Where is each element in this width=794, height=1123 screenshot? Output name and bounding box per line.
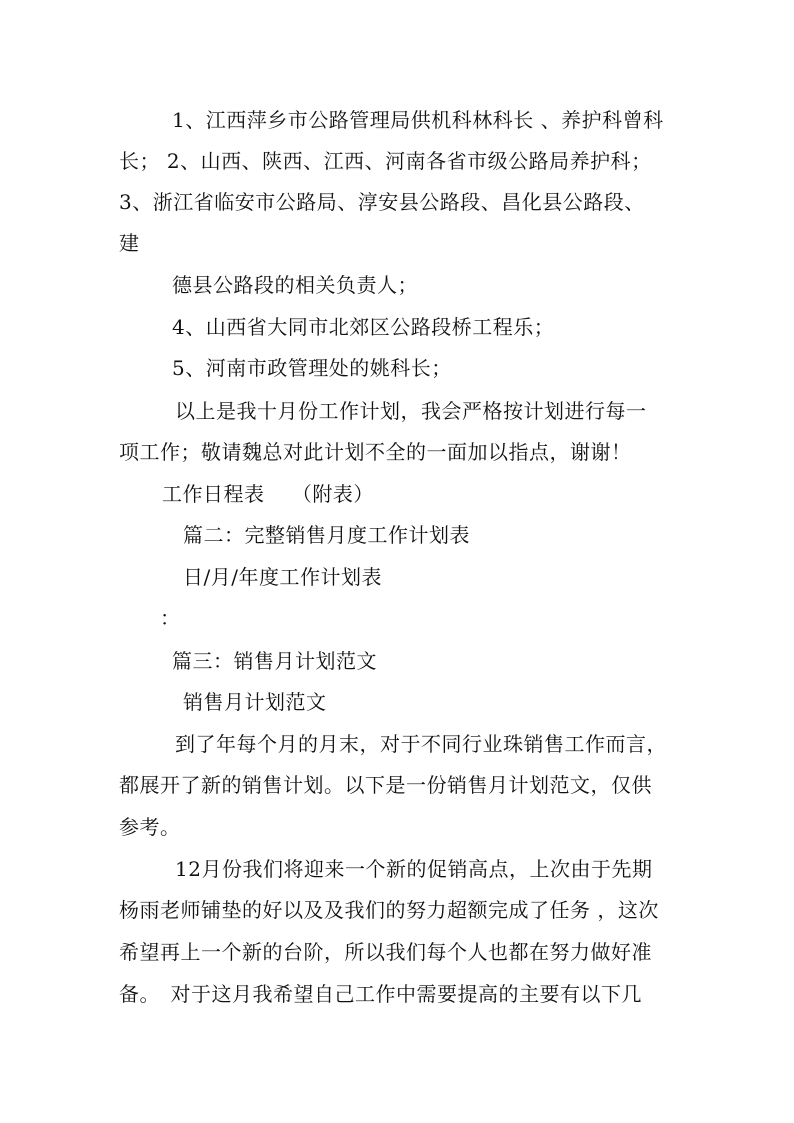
text-line: 3、浙江省临安市公路局、淳安县公路段、昌化县公路段、 bbox=[119, 190, 645, 214]
text-line: 项工作；敬请魏总对此计划不全的一面加以指点，谢谢！ bbox=[119, 440, 632, 464]
text-line: 12月份我们将迎来一个新的促销高点，上次由于先期 bbox=[175, 857, 653, 881]
text-line: 1、江西萍乡市公路管理局供机科林科长 、养护科曾科 bbox=[172, 108, 664, 132]
text-line: 德县公路段的相关负责人； bbox=[172, 273, 418, 297]
text-line: 篇二：完整销售月度工作计划表 bbox=[183, 523, 470, 547]
text-line: 以上是我十月份工作计划，我会严格按计划进行每一 bbox=[175, 399, 647, 423]
text-line: 参考。 bbox=[119, 815, 181, 839]
text-line: 长； 2、山西、陕西、江西、河南各省市级公路局养护科； bbox=[119, 149, 652, 173]
text-line: 5、河南市政管理处的姚科长； bbox=[172, 356, 452, 380]
text-line: 建 bbox=[119, 231, 140, 255]
text-line: 希望再上一个新的台阶，所以我们每个人也都在努力做好准 bbox=[119, 940, 652, 964]
text-line: 到了年每个月的月末，对于不同行业珠销售工作而言， bbox=[175, 732, 667, 756]
text-line: 篇三：销售月计划范文 bbox=[172, 649, 377, 673]
text-line: 都展开了新的销售计划。以下是一份销售月计划范文，仅供 bbox=[119, 773, 652, 797]
text-line: 销售月计划范文 bbox=[183, 690, 327, 714]
text-line: 工作日程表 （附表） bbox=[162, 482, 374, 506]
text-line: 4、山西省大同市北郊区公路段桥工程乐； bbox=[172, 315, 555, 339]
text-line: ： bbox=[160, 606, 181, 630]
text-line: 杨雨老师铺垫的好以及及我们的努力超额完成了任务 ，这次 bbox=[119, 898, 659, 922]
text-line: 备。 对于这月我希望自己工作中需要提高的主要有以下几 bbox=[119, 982, 642, 1006]
text-line: 日/月/年度工作计划表 bbox=[183, 565, 382, 589]
